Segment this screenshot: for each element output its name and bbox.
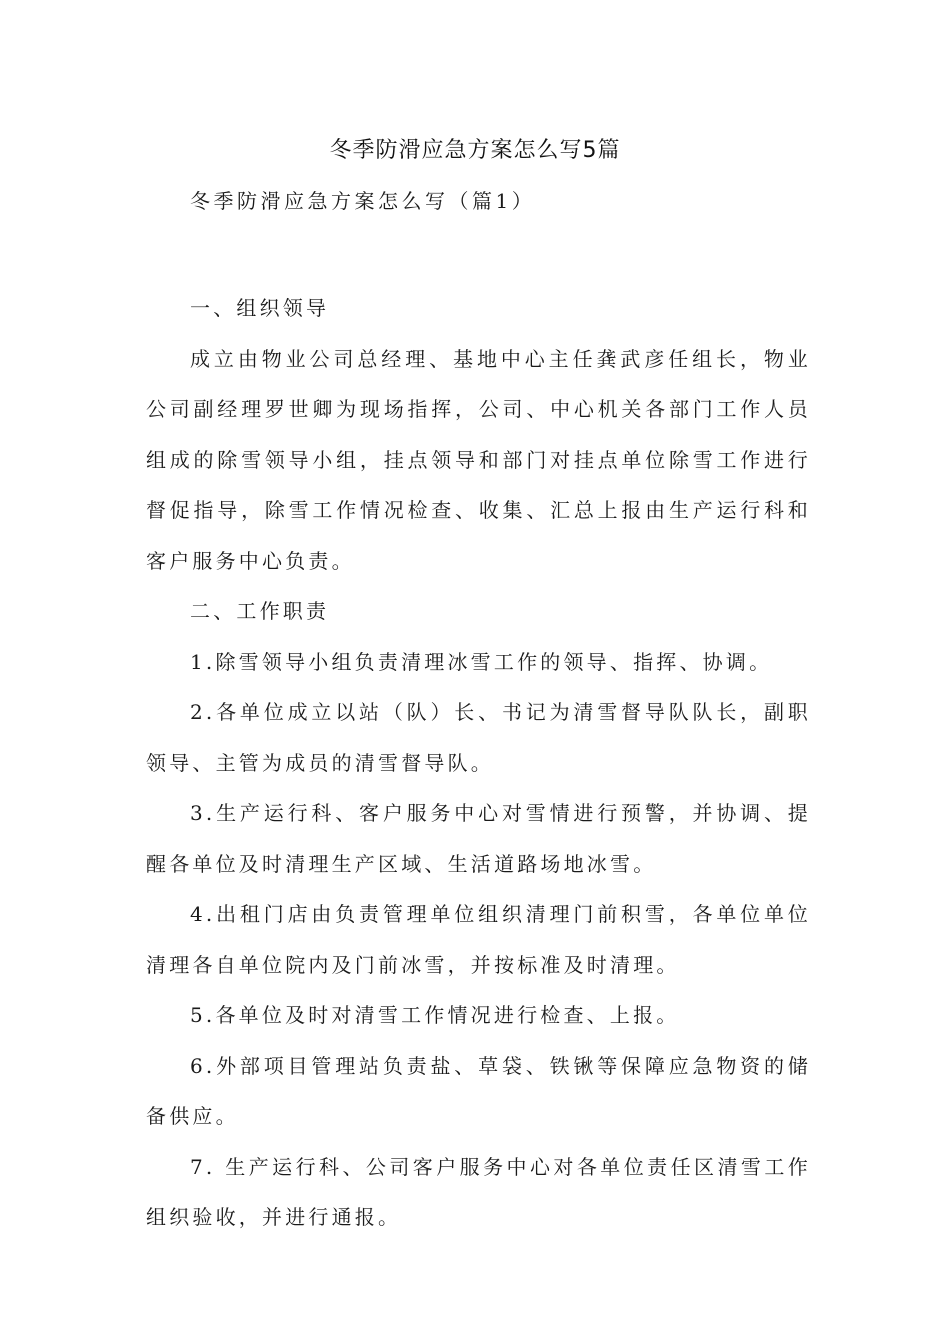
section-heading-duties: 二、工作职责 — [190, 599, 330, 623]
duty-item-2: 2.各单位成立以站（队）长、书记为清雪督导队队长，副职领导、主管为成员的清雪督导队。 — [146, 700, 811, 775]
section-heading-organization: 一、组织领导 — [190, 296, 330, 320]
document-body — [146, 283, 811, 1243]
paragraph-organization: 成立由物业公司总经理、基地中心主任龚武彦任组长，物业公司副经理罗世卿为现场指挥，公司、中心机关各部门工作人员组成的除雪领导小组，挂点领导和部门对挂点单位除雪工作进行督促指导，除雪工作情况检查、收集、汇总上报由生产运行科和客户服务中心负责。 — [146, 346, 811, 573]
duty-item-3: 3.生产运行科、客户服务中心对雪情进行预警，并协调、提醒各单位及时清理生产区域、生活道路场地冰雪。 — [146, 801, 811, 876]
document-subtitle: 冬季防滑应急方案怎么写（篇1） — [190, 189, 536, 213]
duty-item-5: 5.各单位及时对清雪工作情况进行检查、上报。 — [190, 1003, 680, 1027]
duty-item-4: 4.出租门店由负责管理单位组织清理门前积雪，各单位单位清理各自单位院内及门前冰雪，并按标准及时清理。 — [146, 902, 811, 977]
document-title: 冬季防滑应急方案怎么写5篇 — [329, 138, 621, 163]
duty-item-6: 6.外部项目管理站负责盐、草袋、铁锹等保障应急物资的储备供应。 — [146, 1053, 811, 1128]
duty-item-7: 7. 生产运行科、公司客户服务中心对各单位责任区清雪工作组织验收，并进行通报。 — [146, 1154, 811, 1229]
duty-item-1: 1.除雪领导小组负责清理冰雪工作的领导、指挥、协调。 — [190, 649, 773, 674]
